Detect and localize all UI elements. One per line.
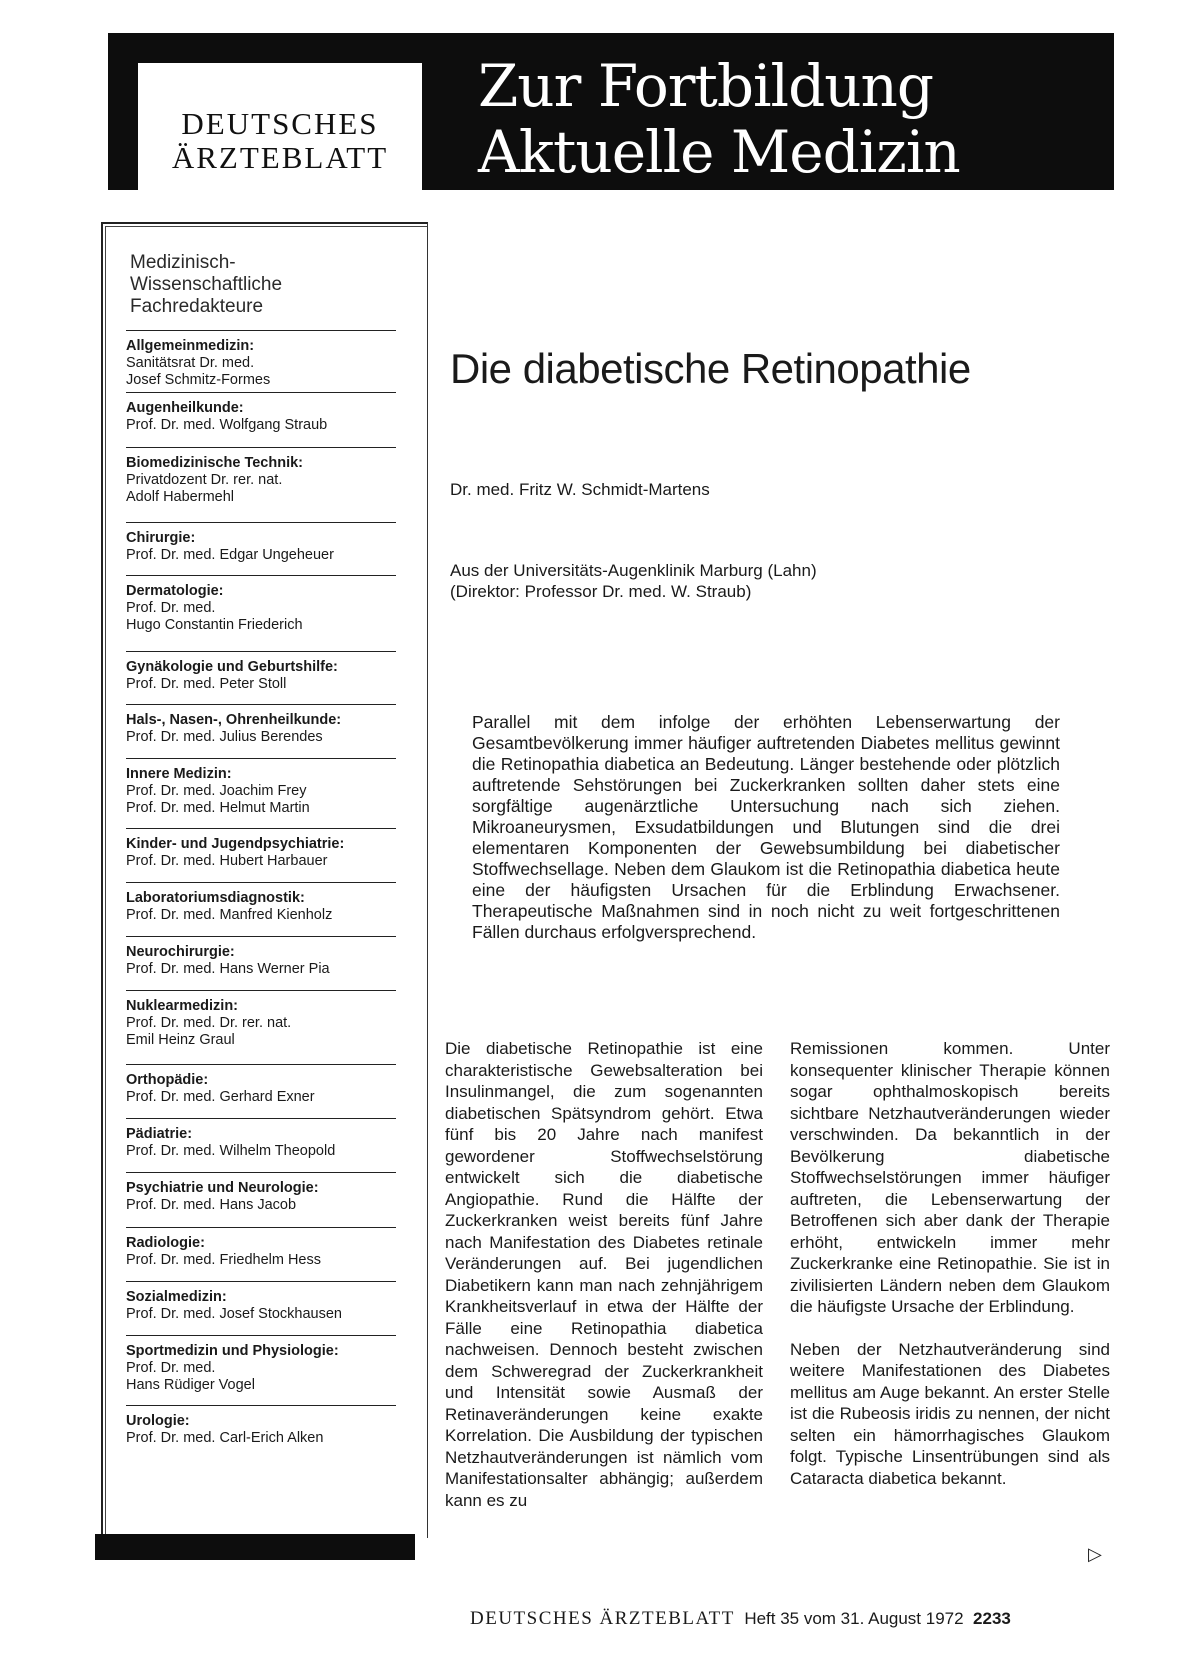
editor-name: Prof. Dr. med. Hans Werner Pia — [126, 961, 330, 977]
section-title — [478, 53, 960, 185]
editor-separator — [126, 1335, 396, 1336]
editor-entry — [126, 1289, 411, 1323]
masthead — [108, 33, 1114, 190]
editor-separator — [126, 1064, 396, 1065]
editor-specialty: Chirurgie: — [126, 530, 196, 546]
editor-specialty: Urologie: — [126, 1413, 190, 1429]
article-title: Die diabetische Retinopathie — [450, 345, 971, 392]
editor-separator — [126, 1118, 396, 1119]
editor-name: Prof. Dr. med. — [126, 1360, 216, 1376]
editor-separator — [126, 758, 396, 759]
logo-line-1: DEUTSCHES — [181, 106, 379, 141]
affiliation-line-2: (Direktor: Professor Dr. med. W. Straub) — [450, 582, 752, 601]
editor-specialty: Neurochirurgie: — [126, 944, 235, 960]
editor-name: Prof. Dr. med. Joachim Frey — [126, 783, 307, 799]
sidebar-heading — [130, 252, 400, 318]
editor-specialty: Biomedizinische Technik: — [126, 455, 303, 471]
editor-separator — [126, 1172, 396, 1173]
continue-arrow-icon: ▷ — [1088, 1544, 1102, 1564]
editor-name: Prof. Dr. med. Hubert Harbauer — [126, 853, 328, 869]
body-column-right — [790, 1038, 1110, 1510]
editor-specialty: Augenheilkunde: — [126, 400, 244, 416]
editor-separator — [126, 522, 396, 523]
sidebar-bottom-bar — [95, 1534, 415, 1560]
page-footer — [470, 1608, 1011, 1630]
logo-line-2: ÄRZTEBLATT — [171, 140, 389, 175]
editor-separator — [126, 330, 396, 331]
editor-name: Josef Schmitz-Formes — [126, 372, 271, 388]
editor-separator — [126, 1405, 396, 1406]
page-number: 2233 — [973, 1609, 1011, 1628]
editor-specialty: Allgemeinmedizin: — [126, 338, 255, 354]
sidebar-heading-line-1: Medizinisch- — [130, 252, 236, 273]
editor-entry — [126, 1235, 411, 1269]
editor-entry — [126, 890, 411, 924]
editor-name: Prof. Dr. med. Julius Berendes — [126, 729, 323, 745]
editor-name: Hans Rüdiger Vogel — [126, 1377, 255, 1393]
editor-name: Adolf Habermehl — [126, 489, 234, 505]
section-title-line-1: Zur Fortbildung — [478, 52, 934, 120]
editor-separator — [126, 704, 396, 705]
editor-name: Prof. Dr. med. Edgar Ungeheuer — [126, 547, 334, 563]
editor-name: Prof. Dr. med. Wilhelm Theopold — [126, 1143, 336, 1159]
editor-entry — [126, 944, 411, 978]
editor-separator — [126, 828, 396, 829]
section-title-line-2: Aktuelle Medizin — [478, 118, 960, 186]
editor-separator — [126, 392, 396, 393]
editor-separator — [126, 1281, 396, 1282]
body-column-left — [445, 1038, 763, 1532]
editor-specialty: Kinder- und Jugendpsychiatrie: — [126, 836, 345, 852]
editor-name: Emil Heinz Graul — [126, 1032, 235, 1048]
editor-separator — [126, 1227, 396, 1228]
editor-name: Privatdozent Dr. rer. nat. — [126, 472, 283, 488]
editor-specialty: Orthopädie: — [126, 1072, 209, 1088]
journal-logo — [138, 63, 422, 195]
article-affiliation — [450, 560, 817, 602]
article-abstract: Parallel mit dem infolge der erhöhten Lebenserwartung der Gesamtbevölkerung immer häufiger auftretenden Diabetes mellitus gewinnt die Retinopathia diabetica an Bedeutung. Länger bestehende oder plötzlich auftretende Sehstörungen bei Zuckerkranken sollten daher stets eine sorgfältige augenärztliche Untersuchung nach sich ziehen. Mikroaneurysmen, Exsudatbildungen und Blutungen sind die drei elementaren Komponenten der Gewebsumbildung bei diabetischer Stoffwechsellage. Neben dem Glaukom ist die Retinopathia diabetica heute eine der häufigsten Ursachen für die Erblindung Erwachsener. Therapeutische Maßnahmen sind in noch nicht zu weit fortgeschrittenen Fällen durchaus erfolgversprechend. — [472, 712, 1060, 942]
editor-name: Prof. Dr. med. Friedhelm Hess — [126, 1252, 321, 1268]
editor-name: Prof. Dr. med. Hans Jacob — [126, 1197, 297, 1213]
editor-specialty: Innere Medizin: — [126, 766, 232, 782]
editor-separator — [126, 447, 396, 448]
editor-specialty: Nuklearmedizin: — [126, 998, 238, 1014]
editor-name: Prof. Dr. med. Gerhard Exner — [126, 1089, 315, 1105]
editor-separator — [126, 936, 396, 937]
editor-name: Prof. Dr. med. Wolfgang Straub — [126, 417, 328, 433]
editor-specialty: Hals-, Nasen-, Ohrenheilkunde: — [126, 712, 342, 728]
sidebar-heading-line-2: Wissenschaftliche — [130, 274, 283, 295]
editor-specialty: Laboratoriumsdiagnostik: — [126, 890, 305, 906]
footer-issue: Heft 35 vom 31. August 1972 — [744, 1609, 964, 1628]
editor-entry — [126, 659, 411, 693]
editor-entry — [126, 455, 411, 506]
editor-name: Prof. Dr. med. — [126, 600, 216, 616]
body-paragraph: Die diabetische Retinopathie ist eine charakteristische Gewebsalteration bei Insulinmangel, die zum sogenannten diabetischen Spätsyndrom gehört. Etwa fünf bis 20 Jahre nach manifest gewordener Stoffwechselstörung entwickelt sich die diabetische Angiopathie. Rund die Hälfte der Zuckerkranken weist bereits fünf Jahre nach Manifestation des Diabetes retinale Veränderungen auf. Bei jugendlichen Diabetikern kann man nach zehnjährigem Krankheitsverlauf in etwa der Hälfte der Fälle eine Retinopathia diabetica nachweisen. Dennoch besteht zwischen dem Schweregrad der Zuckerkrankheit und Intensität sowie Ausmaß der Retinaveränderungen keine exakte Korrelation. Die Ausbildung der typischen Netzhautveränderungen ist nämlich vom Manifestationsalter abhängig; außerdem kann es zu — [445, 1039, 763, 1510]
editor-name: Prof. Dr. med. Peter Stoll — [126, 676, 287, 692]
editor-entry — [126, 1180, 411, 1214]
footer-journal: DEUTSCHES ÄRZTEBLATT — [470, 1608, 735, 1629]
editor-name: Prof. Dr. med. Helmut Martin — [126, 800, 310, 816]
editor-entry — [126, 1072, 411, 1106]
article-author: Dr. med. Fritz W. Schmidt-Martens — [450, 480, 710, 499]
editor-name: Prof. Dr. med. Dr. rer. nat. — [126, 1015, 292, 1031]
editor-name: Sanitätsrat Dr. med. — [126, 355, 255, 371]
affiliation-line-1: Aus der Universitäts-Augenklinik Marburg (Lahn) — [450, 561, 817, 580]
editor-specialty: Radiologie: — [126, 1235, 205, 1251]
editor-entry — [126, 583, 411, 634]
editor-specialty: Pädiatrie: — [126, 1126, 193, 1142]
editor-entry — [126, 530, 411, 564]
editor-name: Hugo Constantin Friederich — [126, 617, 303, 633]
sidebar-heading-line-3: Fachredakteure — [130, 296, 264, 317]
editor-entry — [126, 712, 411, 746]
editor-name: Prof. Dr. med. Josef Stockhausen — [126, 1306, 342, 1322]
editor-separator — [126, 882, 396, 883]
editor-specialty: Dermatologie: — [126, 583, 224, 599]
editor-entry — [126, 998, 411, 1049]
editor-specialty: Sportmedizin und Physiologie: — [126, 1343, 339, 1359]
editor-specialty: Psychiatrie und Neurologie: — [126, 1180, 319, 1196]
editor-entry — [126, 766, 411, 817]
body-paragraph: Neben der Netzhautveränderung sind weitere Manifestationen des Diabetes mellitus am Auge bekannt. An erster Stelle ist die Rubeosis iridis zu nennen, der nicht selten ein hämorrhagisches Glaukom folgt. Typische Linsentrübungen sind als Cataracta diabetica bekannt. — [790, 1339, 1110, 1488]
editor-entry — [126, 400, 411, 434]
editor-separator — [126, 990, 396, 991]
editor-separator — [126, 651, 396, 652]
editor-entry — [126, 1413, 411, 1447]
editor-specialty: Gynäkologie und Geburtshilfe: — [126, 659, 338, 675]
editor-separator — [126, 575, 396, 576]
editor-name: Prof. Dr. med. Carl-Erich Alken — [126, 1430, 324, 1446]
editor-entry — [126, 338, 411, 389]
editor-entry — [126, 1126, 411, 1160]
editor-name: Prof. Dr. med. Manfred Kienholz — [126, 907, 333, 923]
body-paragraph: Remissionen kommen. Unter konsequenter klinischer Therapie können sogar ophthalmoskopisch bereits sichtbare Netzhautveränderungen wieder verschwinden. Da bekanntlich in der Bevölkerung diabetische Stoffwechselstörungen immer häufiger auftreten, die Lebenserwartung der Betroffenen sich aber dank der Therapie erhöht, entwickeln immer mehr Zuckerkranke eine Retinopathie. Sie ist in zivilisierten Ländern neben dem Glaukom die häufigste Ursache der Erblindung. — [790, 1039, 1110, 1316]
editor-entry — [126, 836, 411, 870]
editor-entry — [126, 1343, 411, 1394]
editor-specialty: Sozialmedizin: — [126, 1289, 227, 1305]
